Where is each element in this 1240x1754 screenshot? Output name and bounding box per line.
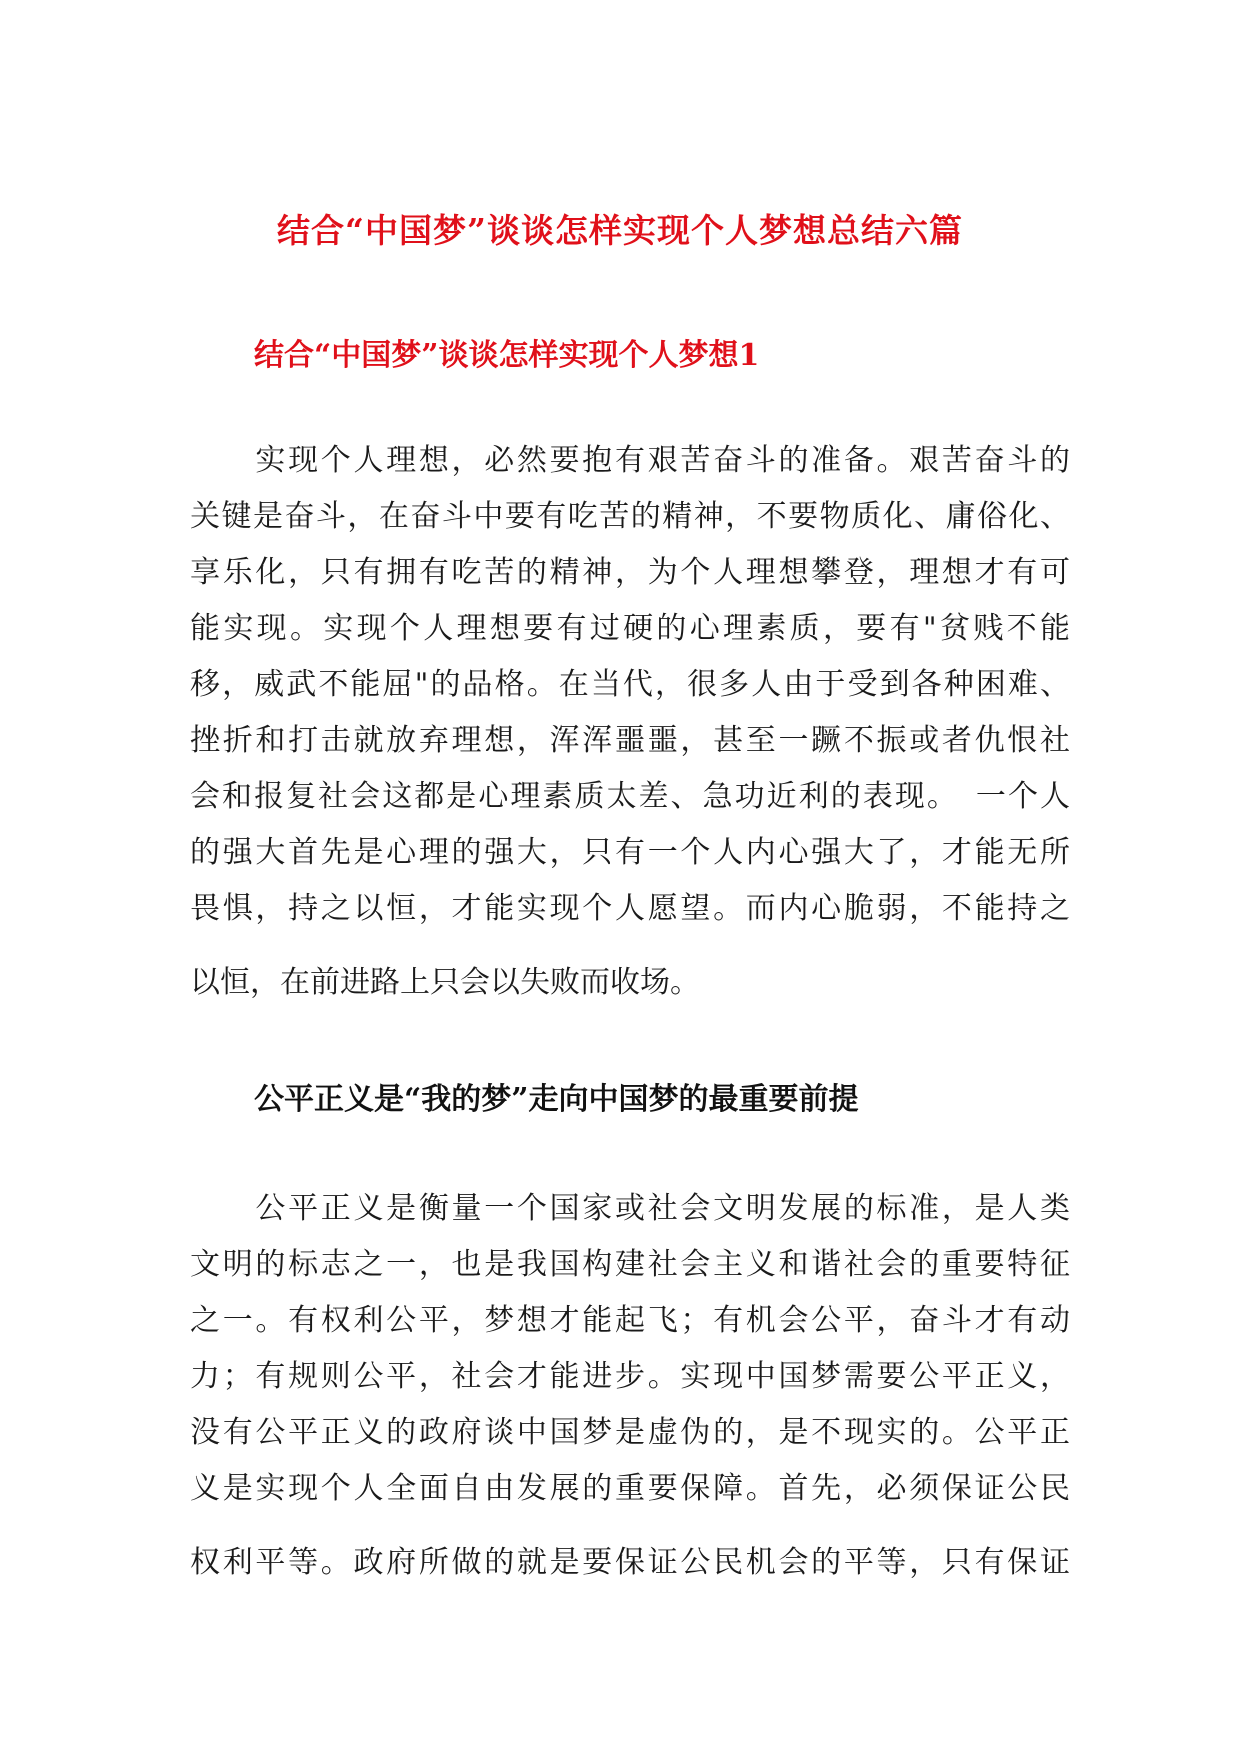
section-heading-1: 结合“中国梦”谈谈怎样实现个人梦想1 [254,338,760,373]
paragraph-line: 权利平等。政府所做的就是要保证公民机会的平等，只有保证 [190,1545,1070,1580]
paragraph-line: 没有公平正义的政府谈中国梦是虚伪的，是不现实的。公平正 [190,1415,1070,1450]
paragraph-line: 会和报复社会这都是心理素质太差、急功近利的表现。 一个人 [190,779,1070,814]
paragraph-line: 能实现。实现个人理想要有过硬的心理素质，要有"贫贱不能 [190,611,1070,646]
paragraph-line: 关键是奋斗，在奋斗中要有吃苦的精神，不要物质化、庸俗化、 [190,499,1070,534]
paragraph-line: 公平正义是衡量一个国家或社会文明发展的标准，是人类 [190,1191,1070,1226]
paragraph-line: 移，威武不能屈"的品格。在当代，很多人由于受到各种困难、 [190,667,1070,702]
section-2-paragraph [190,1181,1070,1591]
paragraph-line: 以恒，在前进路上只会以失败而收场。 [190,965,700,1000]
paragraph-line: 文明的标志之一，也是我国构建社会主义和谐社会的重要特征 [190,1247,1070,1282]
paragraph-line: 实现个人理想，必然要抱有艰苦奋斗的准备。艰苦奋斗的 [190,443,1070,478]
paragraph-line: 畏惧，持之以恒，才能实现个人愿望。而内心脆弱，不能持之 [190,891,1070,926]
paragraph-line: 义是实现个人全面自由发展的重要保障。首先，必须保证公民 [190,1471,1070,1506]
document-title: 结合“中国梦”谈谈怎样实现个人梦想总结六篇 [277,211,963,250]
paragraph-line: 之一。有权利公平，梦想才能起飞；有机会公平，奋斗才有动 [190,1303,1070,1338]
paragraph-line: 挫折和打击就放弃理想，浑浑噩噩，甚至一蹶不振或者仇恨社 [190,723,1070,758]
paragraph-line: 的强大首先是心理的强大，只有一个人内心强大了，才能无所 [190,835,1070,870]
section-1-paragraph [190,433,1070,1011]
section-heading-2: 公平正义是“我的梦”走向中国梦的最重要前提 [254,1082,859,1117]
paragraph-line: 力；有规则公平，社会才能进步。实现中国梦需要公平正义， [190,1359,1070,1394]
paragraph-line: 享乐化，只有拥有吃苦的精神，为个人理想攀登，理想才有可 [190,555,1070,590]
